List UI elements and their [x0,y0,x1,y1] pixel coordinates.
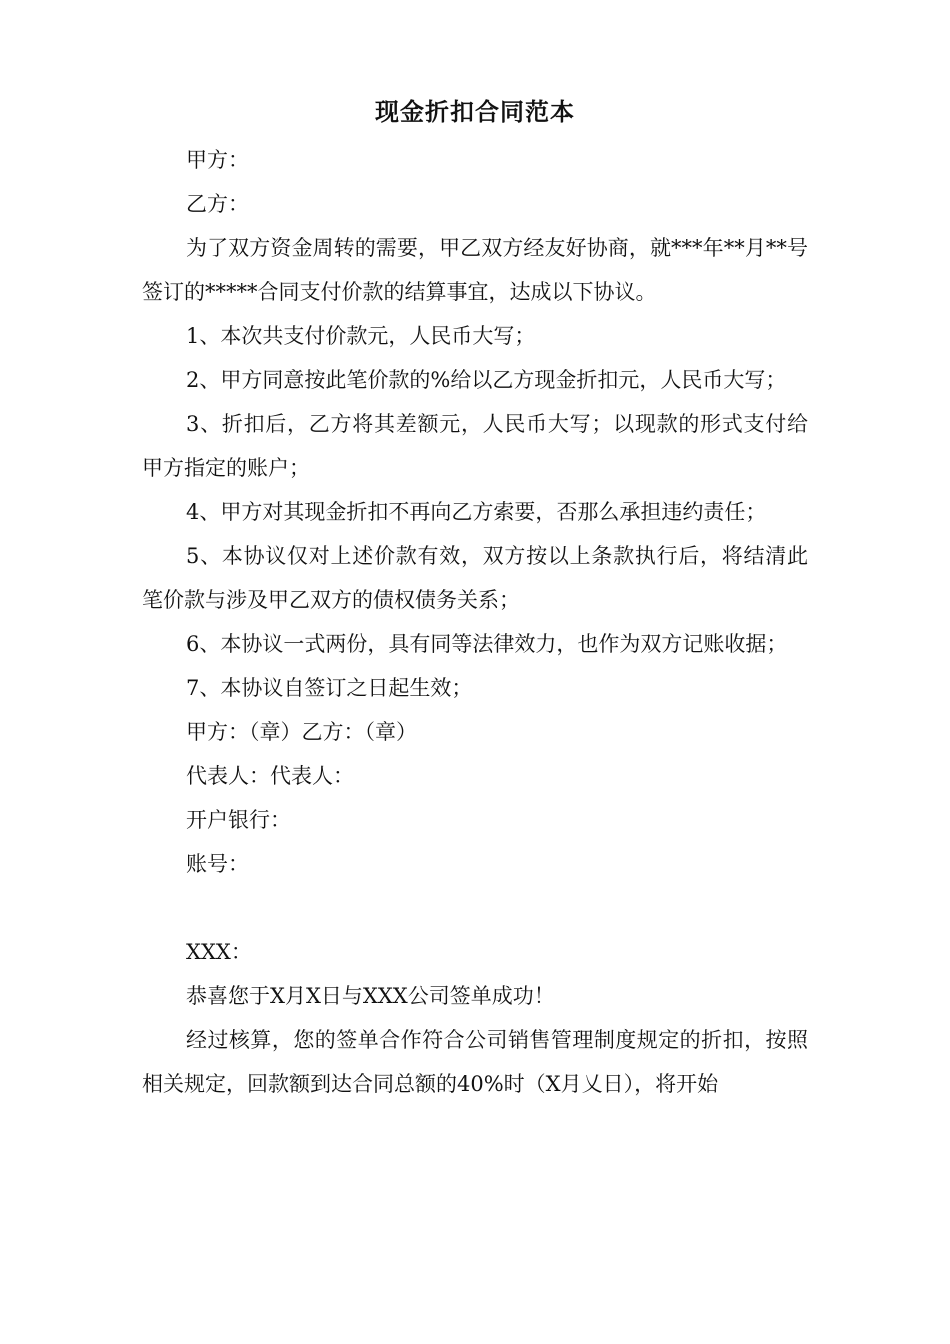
clause-2: 2、甲方同意按此笔价款的%给以乙方现金折扣元，人民币大写； [186,368,787,392]
letter-body: 经过核算，您的签单合作符合公司销售管理制度规定的折扣，按照相关规定，回款额到达合同总额的40%时（X月乂日），将开始 [142,1028,808,1096]
letter-congrats: 恭喜您于X月X日与XXX公司签单成功！ [186,984,555,1008]
document-body [142,138,808,1106]
bank-line: 开户银行： [186,808,291,832]
account-line: 账号： [186,852,249,876]
clause-7: 7、本协议自签订之日起生效； [186,676,473,700]
seal-line: 甲方：（章）乙方：（章） [186,720,417,744]
clause-4: 4、甲方对其现金折扣不再向乙方索要，否那么承担违约责任； [186,500,767,524]
representative-line: 代表人：代表人： [186,764,354,788]
clause-6: 6、本协议一式两份，具有同等法律效力，也作为双方记账收据； [186,632,788,656]
document-title: 现金折扣合同范本 [375,98,575,126]
section-gap [142,886,808,930]
clause-5: 5、本协议仅对上述价款有效，双方按以上条款执行后，将结清此笔价款与涉及甲乙双方的债权债务关系； [142,544,808,612]
preamble-paragraph: 为了双方资金周转的需要，甲乙双方经友好协商，就***年**月**号签订的*****合同支付价款的结算事宜，达成以下协议。 [142,236,808,304]
letter-salutation: XXX： [186,940,252,964]
party-a-line: 甲方： [186,148,249,172]
party-b-line: 乙方： [186,192,249,216]
clause-3: 3、折扣后，乙方将其差额元，人民币大写；以现款的形式支付给甲方指定的账户； [142,412,808,480]
clause-1: 1、本次共支付价款元，人民币大写； [186,324,536,348]
